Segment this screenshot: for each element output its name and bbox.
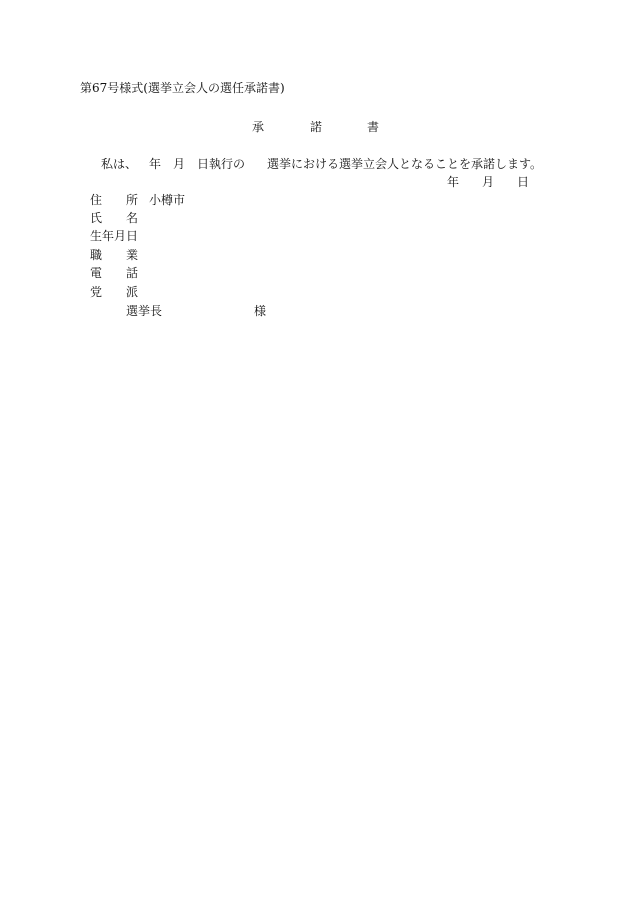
field-party-label-b: 派 <box>126 285 139 299</box>
body-month: 月 <box>173 157 186 171</box>
field-birthdate-label: 生年月日 <box>90 229 139 243</box>
field-phone-label-a: 電 <box>90 266 103 280</box>
title-char-2: 諾 <box>310 120 323 134</box>
field-name-label-b: 名 <box>126 211 139 225</box>
date-day: 日 <box>517 175 530 189</box>
field-phone-label-b: 話 <box>126 266 139 280</box>
date-year: 年 <box>447 175 460 189</box>
field-address-label-b: 所 <box>126 193 139 207</box>
title-char-1: 承 <box>252 120 265 134</box>
addressee-title: 選挙長 <box>126 304 163 318</box>
field-address-label-a: 住 <box>90 193 103 207</box>
field-occupation-label-b: 業 <box>126 248 139 262</box>
date-month: 月 <box>482 175 495 189</box>
body-day-exec: 日執行の <box>197 157 246 171</box>
field-occupation-label-a: 職 <box>90 248 103 262</box>
title-char-3: 書 <box>367 120 380 134</box>
field-name-label-a: 氏 <box>90 211 103 225</box>
form-number: 第67号様式(選挙立会人の選任承諾書) <box>80 81 285 95</box>
body-lead: 私は、 <box>101 157 138 171</box>
field-address-value: 小樽市 <box>149 193 186 207</box>
field-party-label-a: 党 <box>90 285 103 299</box>
body-rest: 選挙における選挙立会人となることを承諾します。 <box>267 157 543 171</box>
body-year: 年 <box>149 157 162 171</box>
addressee-honorific: 様 <box>254 304 267 318</box>
